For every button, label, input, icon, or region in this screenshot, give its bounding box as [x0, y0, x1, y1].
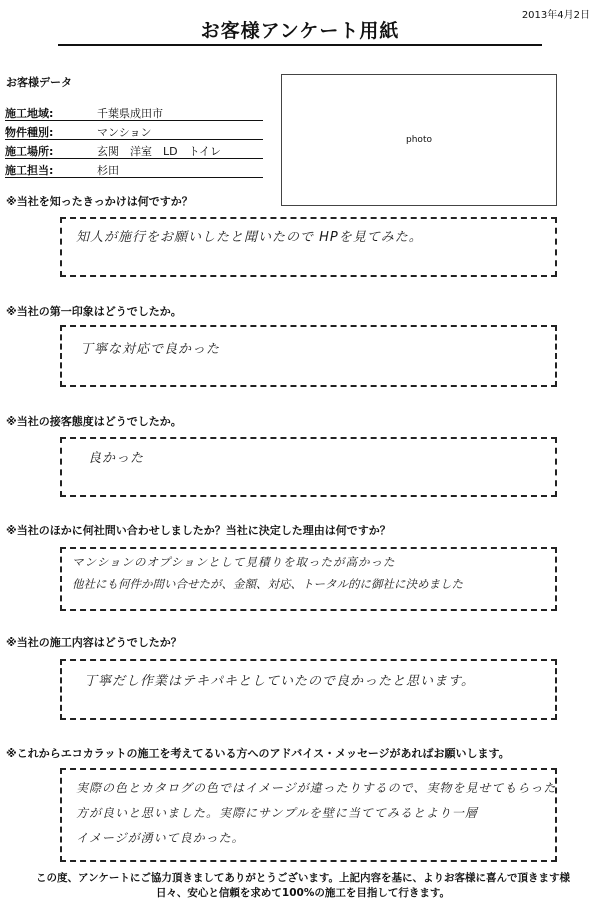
answer-6-line-2: 方が良いと思いました。実際にサンプルを壁に当ててみるとより一層 [76, 806, 478, 820]
row-underline [5, 177, 263, 178]
customer-row-location [5, 142, 263, 159]
row-label: 施工場所: [5, 145, 54, 158]
row-label: 施工地域: [5, 107, 54, 120]
answer-2-line-1: 丁寧な対応で良かった [80, 342, 221, 357]
row-label: 物件種別: [5, 126, 54, 139]
page-title: お客様アンケート用紙 [200, 20, 400, 42]
answer-5-line-1: 丁寧だし作業はテキパキとしていたので良かったと思います。 [84, 674, 475, 689]
answer-1-line-1: 知人が施行をお願いしたと聞いたので HPを見てみた。 [76, 230, 423, 245]
row-value: 杉田 [97, 164, 119, 177]
answer-4-line-2: 他社にも何件か問い合せたが、金額、対応、トータル的に御社に決めました [72, 577, 463, 591]
row-underline [5, 120, 263, 121]
answer-6-line-3: イメージが湧いて良かった。 [76, 831, 245, 845]
row-label: 施工担当: [5, 164, 54, 177]
photo-placeholder [281, 74, 557, 206]
customer-row-staff [5, 161, 263, 178]
answer-3-line-1: 良かった [88, 451, 145, 466]
answer-6-line-1: 実際の色とカタログの色ではイメージが違ったりするので、実物を見せてもらった [76, 781, 557, 795]
question-4: ※当社のほかに何社問い合わせしましたか？当社に決定した理由は何ですか？ [6, 524, 391, 537]
footer-line-1: この度、アンケートにご協力頂きましてありがとうございます。上記内容を基に、よりお客様に喜んで頂きます様 [35, 872, 571, 884]
question-3: ※当社の接客態度はどうでしたか。 [6, 415, 182, 428]
survey-date: 2013年4月2日 [521, 10, 590, 21]
row-underline [5, 139, 263, 140]
customer-row-property-type [5, 123, 263, 140]
customer-row-area [5, 104, 263, 121]
question-6: ※これからエコカラットの施工を考えてるいる方へのアドバイス・メッセージがあればお願いします。 [6, 747, 510, 760]
question-2: ※当社の第一印象はどうでしたか。 [6, 305, 182, 318]
question-5: ※当社の施工内容はどうでしたか？ [6, 636, 182, 649]
row-value: 千葉県成田市 [97, 107, 163, 120]
row-value: マンション [97, 126, 152, 139]
photo-label: photo [406, 135, 432, 145]
footer-line-2: 日々、安心と信頼を求めて100%の施工を目指して行きます。 [155, 887, 451, 899]
customer-data-heading: お客様データ [6, 76, 72, 89]
title-underline [58, 44, 542, 46]
question-1: ※当社を知ったきっかけは何ですか？ [6, 195, 193, 208]
answer-4-line-1: マンションのオプションとして見積りを取ったが高かった [72, 555, 396, 569]
row-underline [5, 158, 263, 159]
row-value: 玄関 洋室 LD トイレ [97, 145, 222, 158]
